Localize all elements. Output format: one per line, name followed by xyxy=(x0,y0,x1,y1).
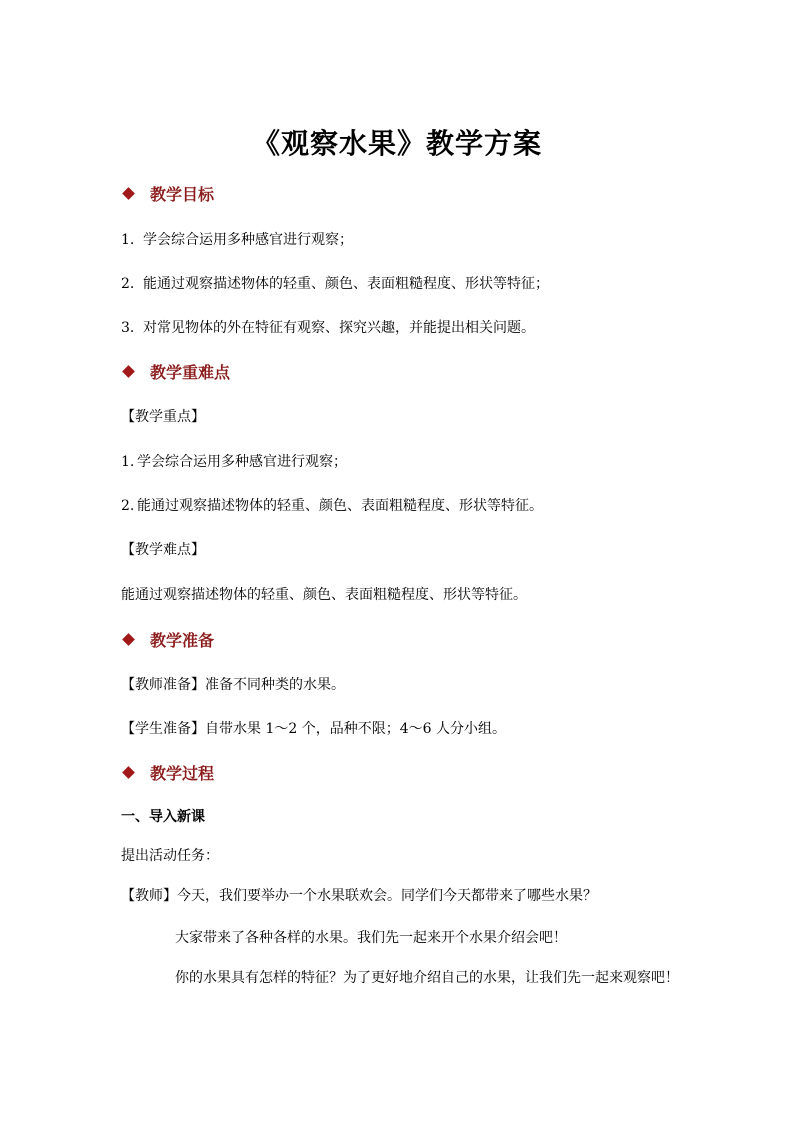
teacher-text: 今天，我们要举办一个水果联欢会。同学们今天都带来了哪些水果？ xyxy=(177,888,597,904)
goal-item xyxy=(121,229,353,251)
focus-label: 【教学重点】 xyxy=(121,409,205,425)
section-heading-process xyxy=(121,760,214,784)
diamond-bullet-icon xyxy=(122,633,135,646)
section-title: 教学准备 xyxy=(150,630,215,650)
diamond-bullet-icon xyxy=(122,766,135,779)
item-number: 1. xyxy=(121,232,135,248)
item-number: 1. xyxy=(121,454,135,470)
process-paragraph: 大家带来了各种各样的水果。我们先一起来开个水果介绍会吧！ xyxy=(175,930,567,946)
item-number: 2. xyxy=(121,498,135,514)
focus-item xyxy=(121,451,347,473)
teacher-label: 【教师】 xyxy=(121,888,177,904)
item-number: 2. xyxy=(121,276,135,292)
section-heading-key-points xyxy=(121,359,230,383)
goal-item xyxy=(121,317,535,339)
focus-item xyxy=(121,495,543,517)
item-text: 能通过观察描述物体的轻重、颜色、表面粗糙程度、形状等特征； xyxy=(143,276,549,292)
student-prep-label: 【学生准备】 xyxy=(121,721,205,737)
teacher-dialogue xyxy=(121,885,597,907)
difficulty-label: 【教学难点】 xyxy=(121,542,205,558)
student-preparation xyxy=(121,718,506,740)
item-text: 学会综合运用多种感官进行观察； xyxy=(143,232,353,248)
teacher-prep-label: 【教师准备】 xyxy=(121,677,205,693)
item-text: 能通过观察描述物体的轻重、颜色、表面粗糙程度、形状等特征。 xyxy=(137,498,543,514)
diamond-bullet-icon xyxy=(122,365,135,378)
item-text: 学会综合运用多种感官进行观察； xyxy=(137,454,347,470)
process-task: 提出活动任务： xyxy=(121,848,219,864)
teacher-preparation xyxy=(121,674,345,696)
section-title: 教学重难点 xyxy=(150,362,231,382)
section-heading-preparation xyxy=(121,627,214,651)
item-number: 3. xyxy=(121,320,135,336)
goal-item xyxy=(121,273,549,295)
diamond-bullet-icon xyxy=(122,187,135,200)
process-step-heading: 一、导入新课 xyxy=(121,809,205,825)
section-title: 教学过程 xyxy=(150,763,215,783)
student-prep-text: 自带水果 1～2 个，品种不限；4～6 人分小组。 xyxy=(205,721,506,737)
section-heading-goals xyxy=(121,181,214,205)
section-title: 教学目标 xyxy=(150,184,215,204)
document-title: 《观察水果》教学方案 xyxy=(251,127,542,160)
difficulty-text: 能通过观察描述物体的轻重、颜色、表面粗糙程度、形状等特征。 xyxy=(121,587,527,603)
teacher-prep-text: 准备不同种类的水果。 xyxy=(205,677,345,693)
item-text: 对常见物体的外在特征有观察、探究兴趣，并能提出相关问题。 xyxy=(143,320,535,336)
process-paragraph: 你的水果具有怎样的特征？为了更好地介绍自己的水果，让我们先一起来观察吧！ xyxy=(175,970,679,986)
